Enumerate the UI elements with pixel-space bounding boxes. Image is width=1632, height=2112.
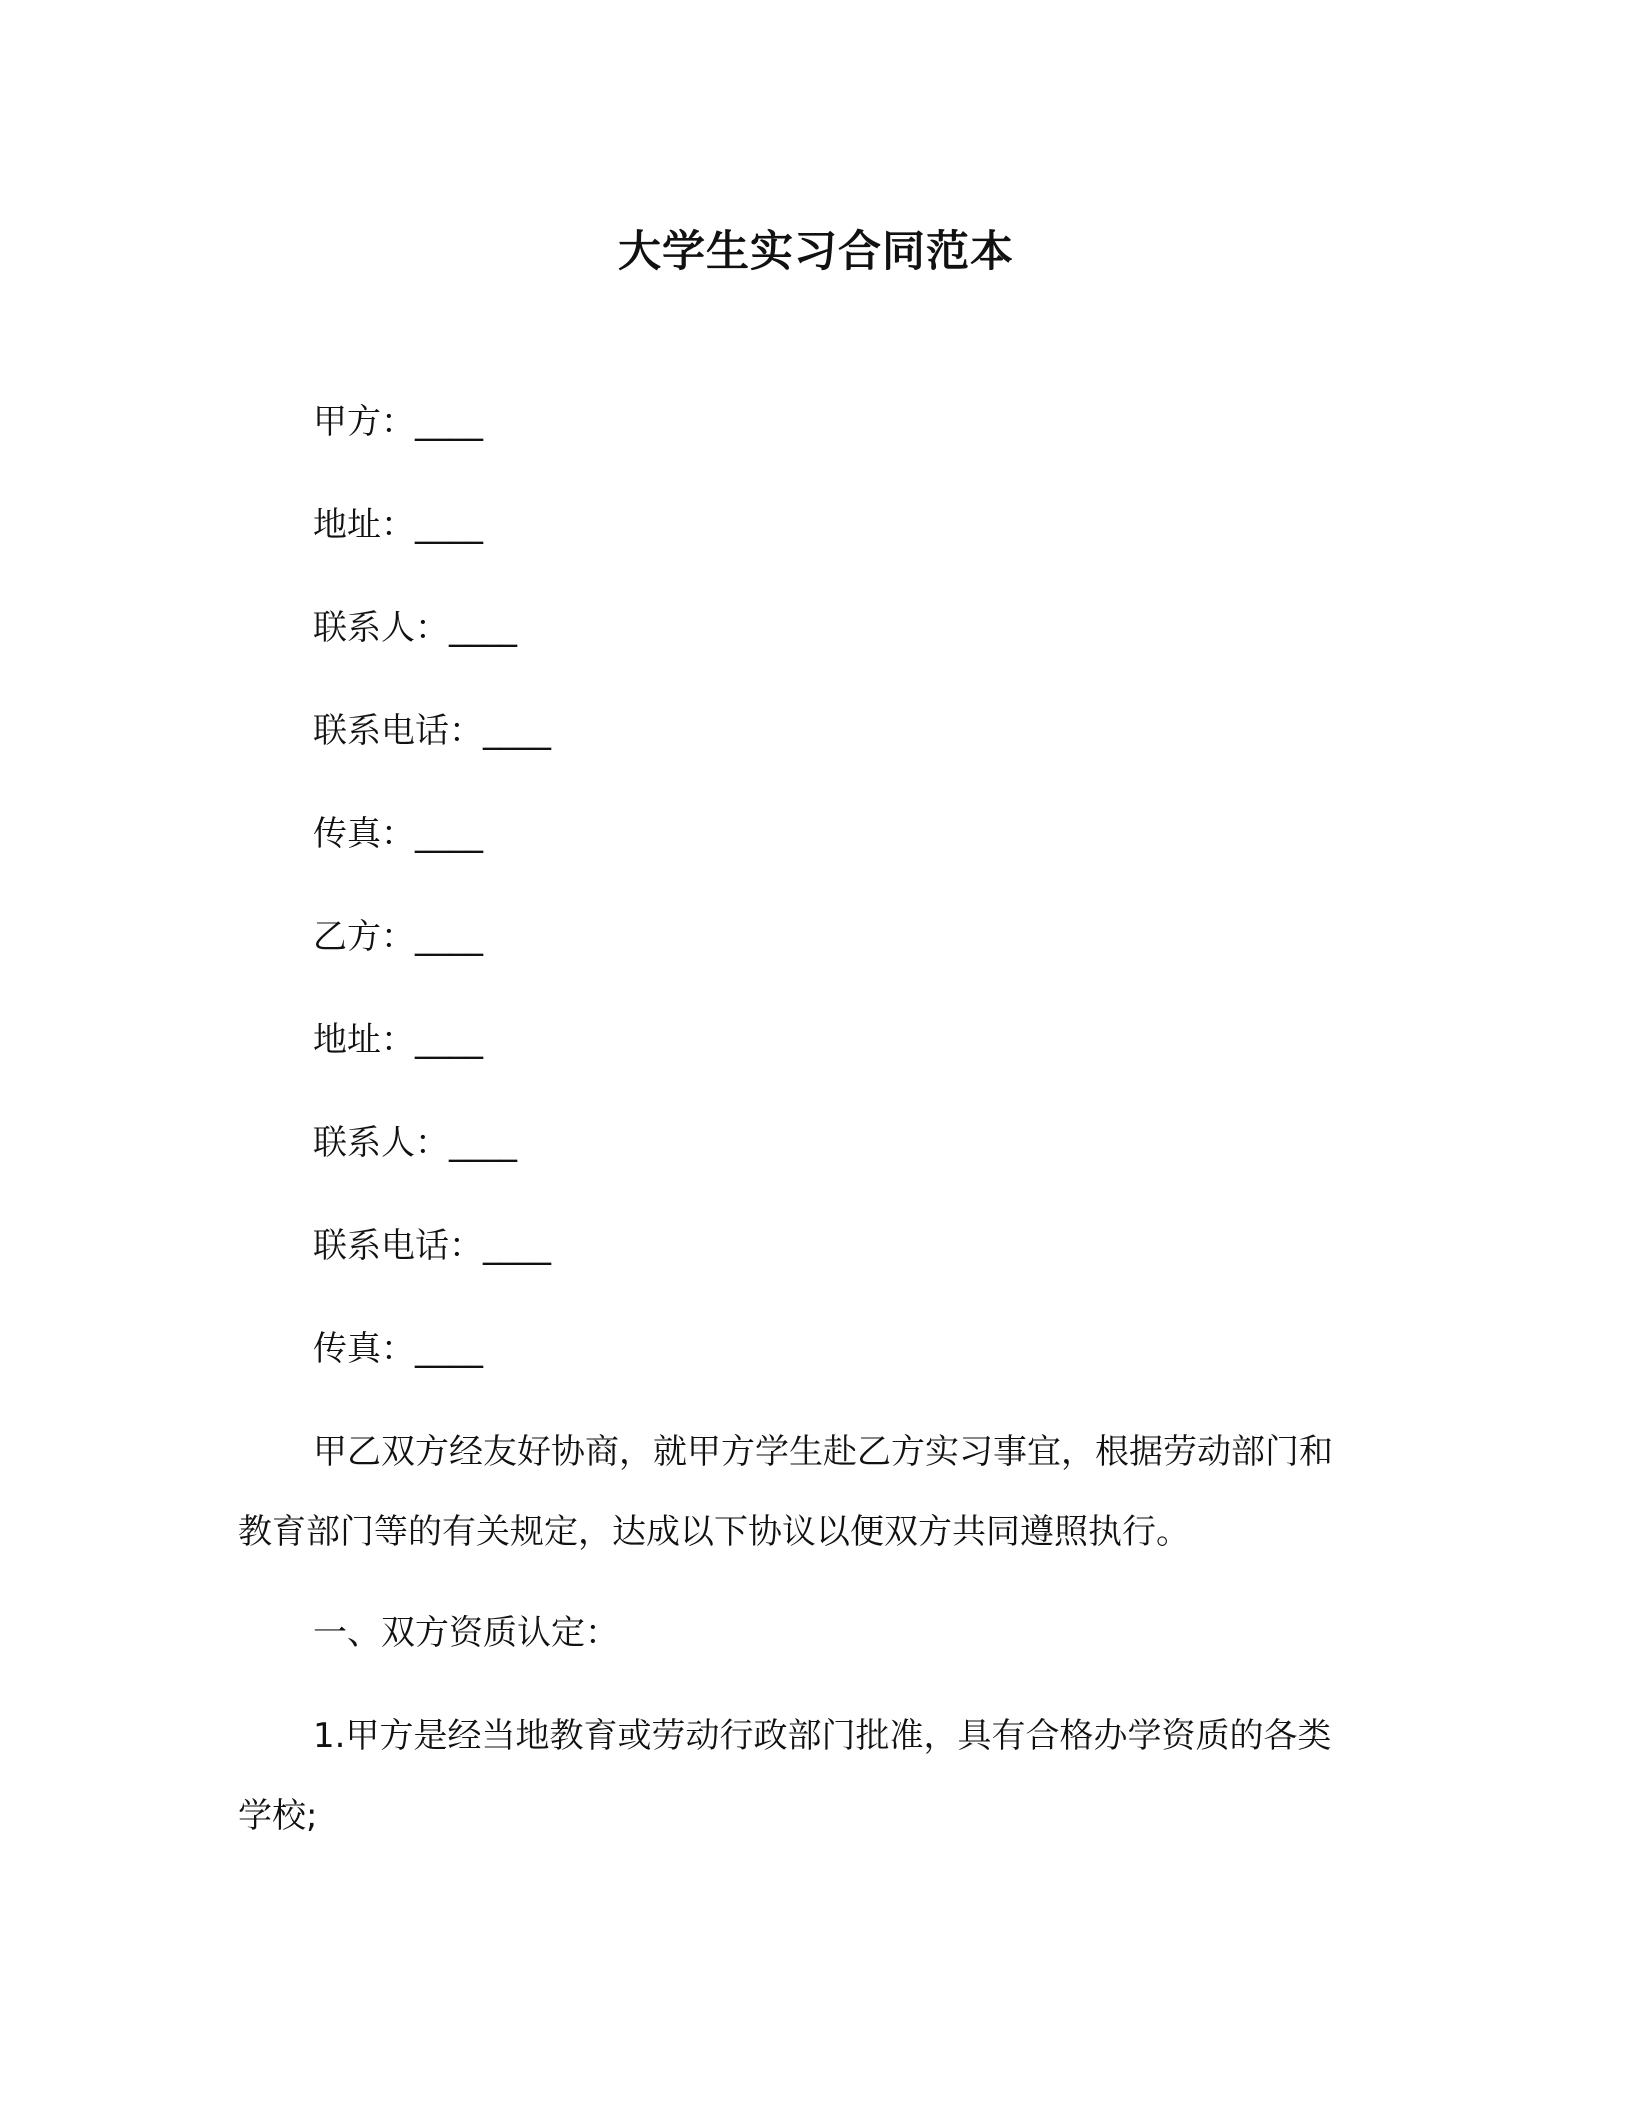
party-b-phone-line: 联系电话：____	[313, 1226, 551, 1266]
party-b-address-line: 地址：____	[313, 1020, 483, 1060]
clause-1-1: 1.甲方是经当地教育或劳动行政部门批准，具有合格办学资质的各类学校;	[238, 1716, 1332, 1836]
party-a-fax-line: 传真：____	[313, 814, 483, 854]
party-a-name-line: 甲方：____	[313, 402, 483, 442]
party-b-fax-line: 传真：____	[313, 1329, 483, 1369]
party-a-address-line: 地址：____	[313, 505, 483, 545]
section-1-heading: 一、双方资质认定：	[313, 1613, 619, 1653]
party-b-contact-line: 联系人：____	[313, 1123, 517, 1163]
party-a-phone-line: 联系电话：____	[313, 711, 551, 751]
party-a-contact-line: 联系人：____	[313, 608, 517, 648]
party-b-name-line: 乙方：____	[313, 917, 483, 957]
intro-paragraph: 甲乙双方经友好协商，就甲方学生赴乙方实习事宜，根据劳动部门和教育部门等的有关规定，达成以下协议以便双方共同遵照执行。	[238, 1432, 1333, 1552]
document-title: 大学生实习合同范本	[618, 227, 1014, 277]
